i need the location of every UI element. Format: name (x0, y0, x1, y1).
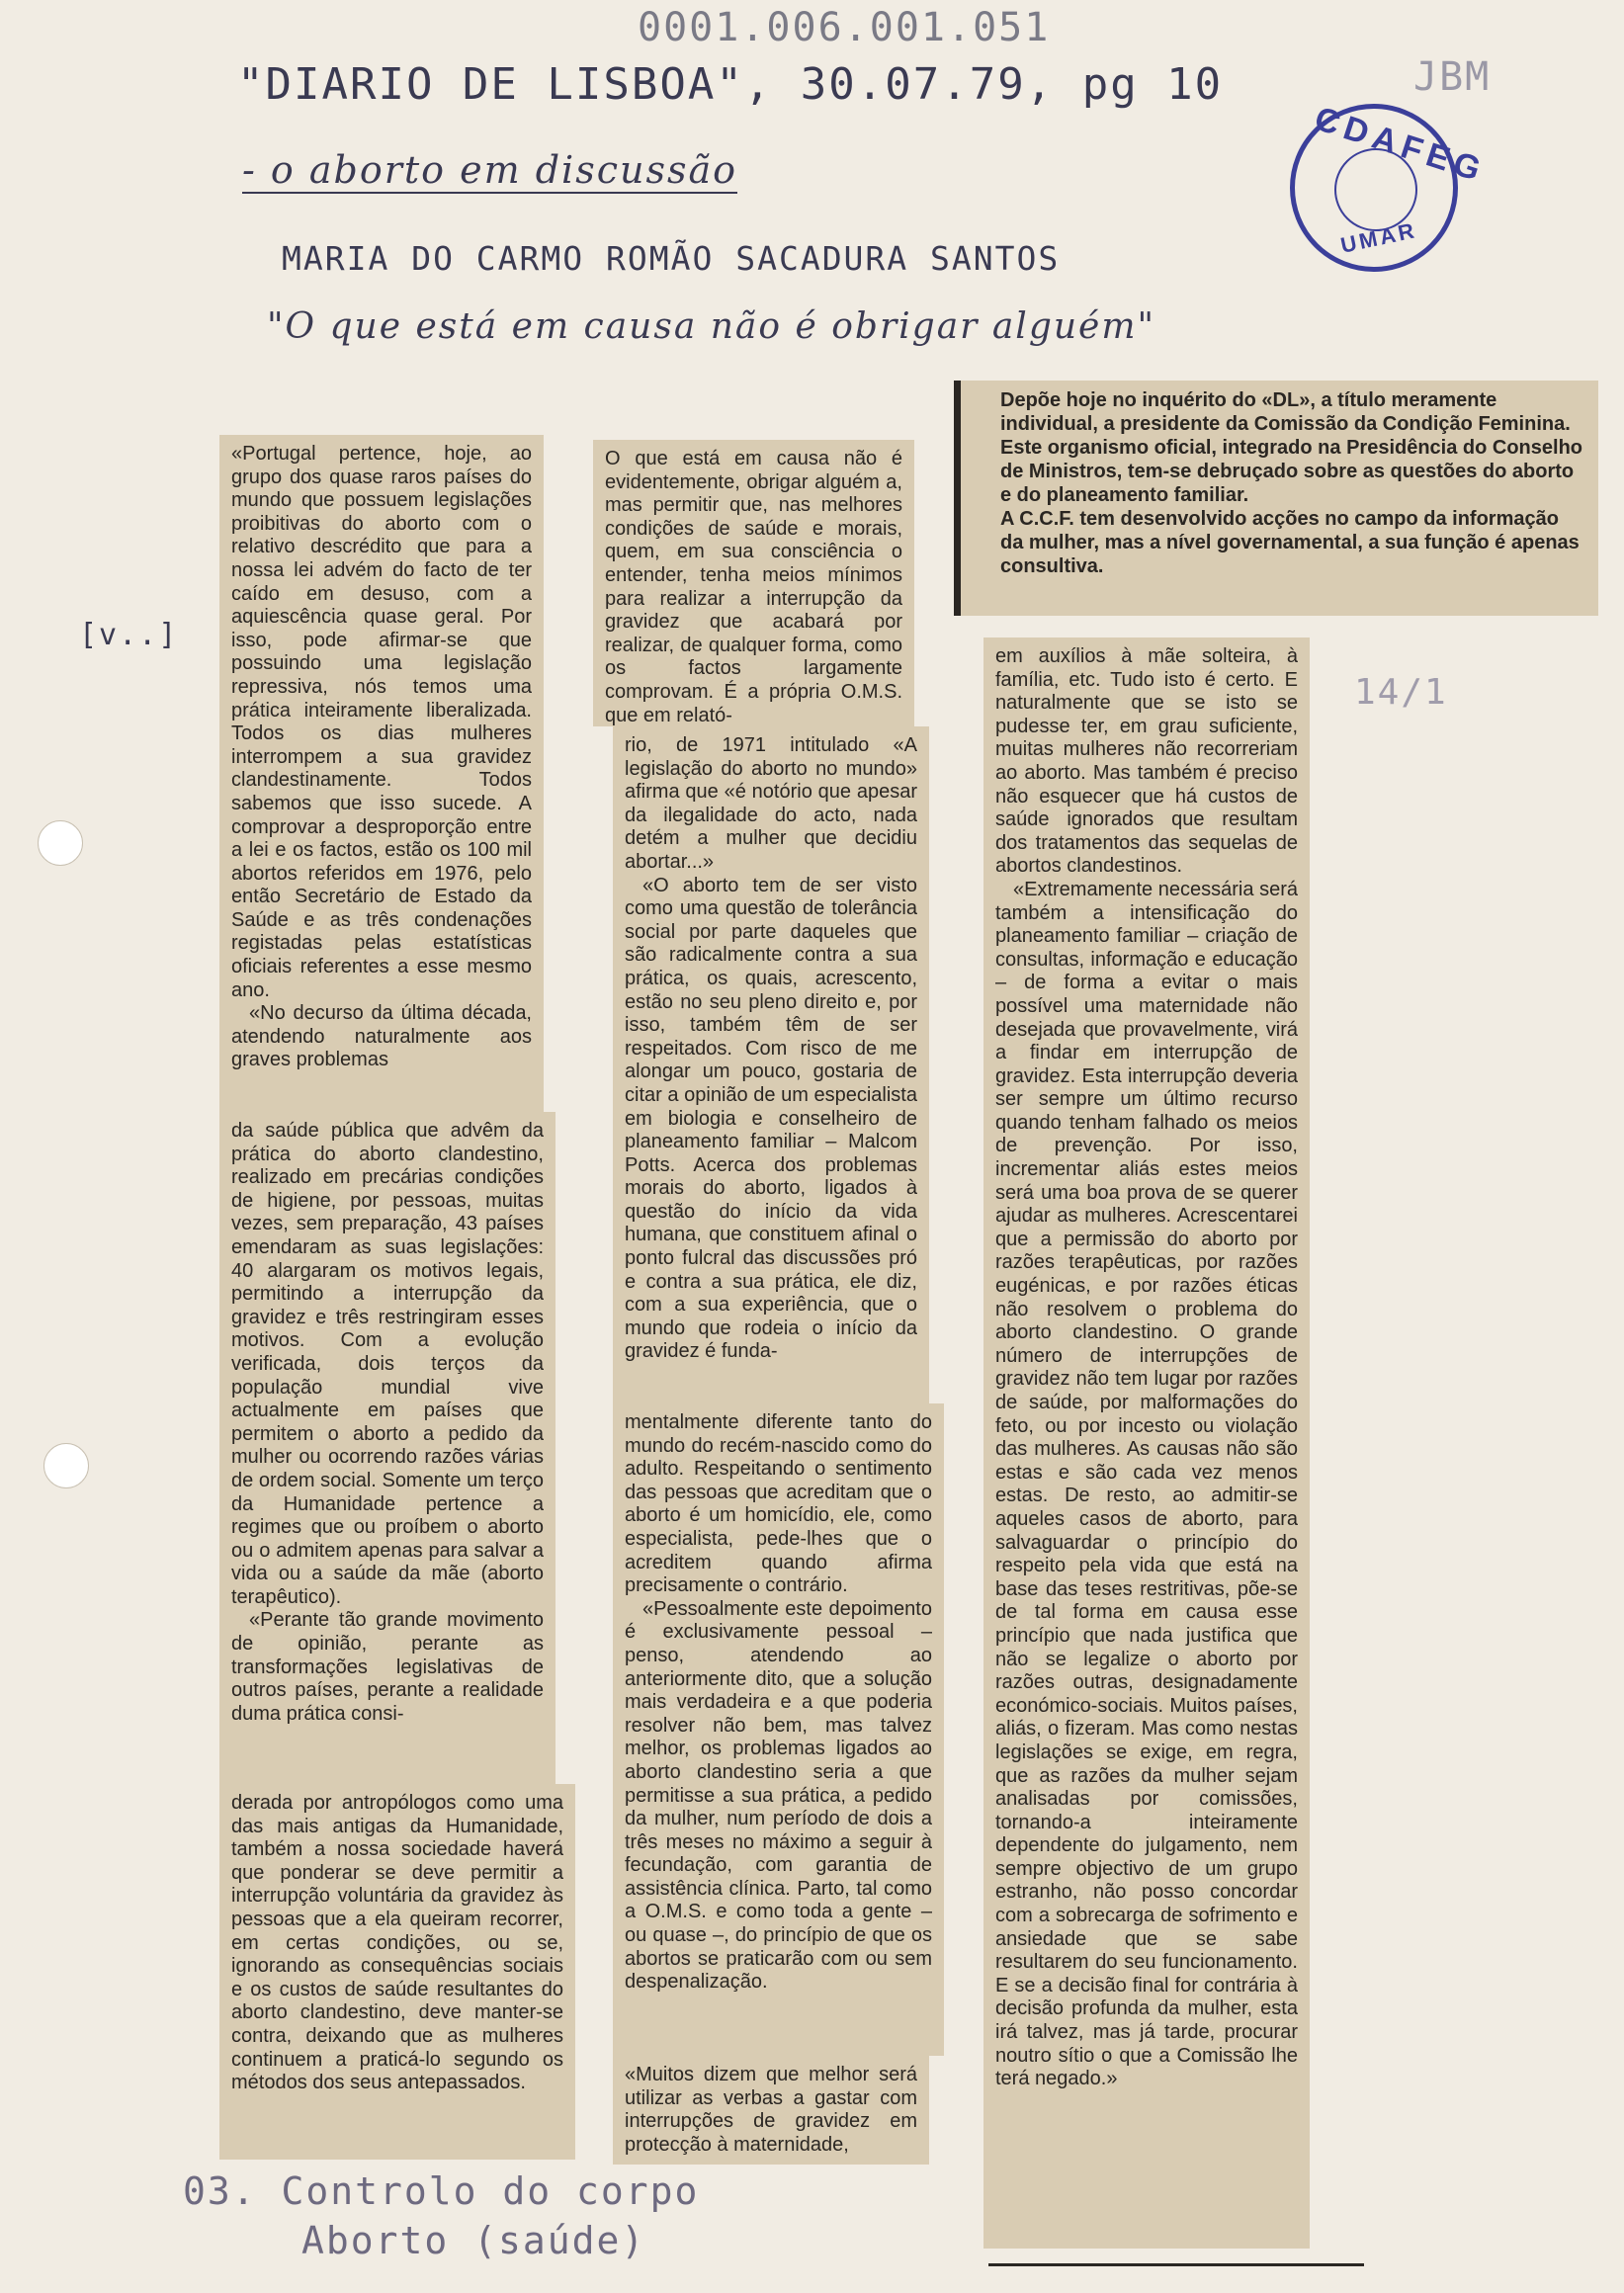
paragraph: «Pessoalmente este depoimento é exclusivamente pessoal – penso, atendendo ao anteriormente dito, que a solução mais verdadeira e a que poderia resolver não bem, mas talvez melhor, os problemas ligados ao aborto clandestino seria a que permitisse a sua prática, a pedido da mulher, num período de dois a três meses no máximo a seguir à fecundação, com garantia de assistência clínica. Parto, tal como a O.M.S. e como toda a gente – ou quase –, do princípio de que os abortos se praticarão com ou sem despenalização. (625, 1597, 932, 1994)
mid-mark: 14/1 (1354, 672, 1448, 713)
bottom-rule (988, 2263, 1364, 2266)
margin-mark: [v..] (79, 618, 179, 652)
author-note: MARIA DO CARMO ROMÃO SACADURA SANTOS (282, 239, 1061, 278)
column-2-part-4 (613, 2056, 929, 2165)
paragraph: «O aborto tem de ser visto como uma questão de tolerância social por parte daqueles que são radicalmente contra a sua prática, os quais, acrescento, estão no seu pleno direito e, por isso, também têm de ser respeitados. Com risco de me alongar um pouco, gostaria de citar a opinião de um especialista em biologia e conselheiro de planeamento familiar – Malcom Potts. Acerca dos problemas morais do aborto, ligados à questão do início da vida humana, que constituem afinal o ponto fulcral das discussões pró e contra a sua prática, ele diz, com a sua experiência, que o mundo que rodeia o início da gravidez é funda- (625, 874, 917, 1363)
initials: JBM (1413, 54, 1492, 100)
footer-note-1: 03. Controlo do corpo (183, 2169, 700, 2213)
column-1-part-2 (219, 1112, 556, 1784)
punch-hole-bottom (43, 1443, 89, 1488)
lead-paragraph: A C.C.F. tem desenvolvido acções no campo da informação da mulher, mas a nível governamental, a sua função é apenas consultiva. (1000, 508, 1580, 577)
footer-note-2: Aborto (saúde) (301, 2219, 646, 2262)
paragraph: derada por antropólogos como uma das mais antigas da Humanidade, também a nossa sociedade haverá que ponderar se deve permitir a interrupção voluntária da gravidez às pessoas que a ela queiram recorrer, em certas condições, ou se, ignorando as consequências sociais e os custos de saúde resultantes do aborto clandestino, deve manter-se contra, deixando que as mulheres continuem a praticá-lo segundo os métodos dos seus antepassados. (231, 1792, 563, 2094)
paragraph: em auxílios à mãe solteira, à família, etc. Tudo isto é certo. E naturalmente que se isto se pudesse ter, em grau suficiente, muitas mulheres não recorreriam ao aborto. Mas também é preciso não esquecer que há custos de saúde ignorados que resultam dos tratamentos das sequelas de abortos clandestinos. (995, 645, 1298, 878)
article-lead (954, 381, 1598, 616)
paragraph: rio, de 1971 intitulado «A legislação do aborto no mundo» afirma que «é notório que apesar da ilegalidade do acto, nada detém a mulher que decidiu abortar...» (625, 734, 917, 873)
section-note: - o aborto em discussão (242, 148, 737, 192)
lead-paragraph: Depõe hoje no inquérito do «DL», a título meramente individual, a presidente da Comissão da Condição Feminina. (1000, 389, 1571, 435)
paragraph: O que está em causa não é evidentemente, obrigar alguém a, mas permitir que, nas melhores condições de saúde e morais, quem, em sua consciência o entender, tenha meios mínimos para realizar a interrupção da gravidez que acabará por realizar, de qualquer forma, como os factos largamente comprovam. É a própria O.M.S. que em relató- (605, 448, 902, 726)
umar-stamp (1290, 99, 1491, 272)
paragraph: mentalmente diferente tanto do mundo do recém-nascido como do adulto. Respeitando o sentimento das pessoas que acreditam que o aborto é um homicídio, ele, como especialista, pede-lhes que o acreditem quando afirma precisamente o contrário. (625, 1411, 932, 1597)
paragraph: «No decurso da última década, atendendo naturalmente aos graves problemas (231, 1002, 532, 1071)
reference-code: 0001.006.001.051 (638, 5, 1051, 50)
stamp-top-text: CDAFEG (1310, 99, 1491, 191)
column-2-part-1 (593, 440, 914, 726)
punch-hole-top (38, 820, 83, 866)
paragraph: «Portugal pertence, hoje, ao grupo dos quase raros países do mundo que possuem legislações proibitivas do aborto com o relativo descrédito que para a nossa lei advém do facto de ter caído em desuso, com a aquiescência quase geral. Por isso, pode afirmar-se que possuindo uma legislação repressiva, nós temos uma prática inteiramente liberalizada. Todos os dias mulheres interrompem a sua gravidez clandestinamente. Todos sabemos que isso sucede. A comprovar a desproporção entre a lei e os factos, estão os 100 mil abortos referidos em 1976, pelo então Secretário de Estado da Saúde e as três condenações registadas pelas estatísticas oficiais referentes a esse mesmo ano. (231, 443, 532, 1001)
paragraph: da saúde pública que advêm da prática do aborto clandestino, realizado em precárias condições de higiene, por pessoas, muitas vezes, sem preparação, 43 países emendaram as suas legislações: 40 alargaram os motivos legais, permitindo a interrupção da gravidez e três restringiram esses motivos. Com a evolução verificada, dois terços da população mundial vive actualmente em países que permitem o aborto a pedido da mulher ou ocorrendo razões várias de ordem social. Somente um terço da Humanidade pertence a regimes que ou proíbem o aborto ou o admitem apenas para salvar a vida ou a saúde da mãe (aborto terapêutico). (231, 1120, 544, 1608)
source-note: "DIARIO DE LISBOA", 30.07.79, pg 10 (237, 59, 1224, 110)
headline-quote: "O que está em causa não é obrigar alguém" (267, 306, 1156, 347)
column-2-part-3 (613, 1403, 944, 2056)
column-2-part-2 (613, 726, 929, 1403)
paragraph: «Muitos dizem que melhor será utilizar as verbas a gastar com interrupções de gravidez em protecção à maternidade, (625, 2064, 917, 2156)
paragraph: «Extremamente necessária será também a intensificação do planeamento familiar – criação de consultas, informação e educação – de forma a evitar o mais possível uma maternidade não desejada que provavelmente, virá a findar em interrupção de gravidez. Esta interrupção deveria ser sempre um último recurso quando tenham falhado os meios de prevenção. Por isso, incrementar aliás estes meios será uma boa prova de se querer ajudar as mulheres. Acrescentarei que a permissão do aborto por razões terapêuticas, por razões eugénicas, e por razões éticas não resolvem o problema do aborto clandestino. O grande número de interrupções de gravidez não tem lugar por razões de saúde, por malformações do feto, ou por incesto ou violação das mulheres. As causas não são estas e são cada vez menos estas. De resto, ao admitir-se aqueles casos de aborto, para salvaguardar o princípio do respeito pela vida que está na base das teses restritivas, põe-se de tal forma em causa esse princípio que nada justifica que não se legalize o aborto por razões outras, designadamente económico-sociais. Muitos países, aliás, o fizeram. Mas como nestas legislações se exige, em regra, que as razões da mulher sejam analisadas por comissões, tornando-a inteiramente dependente do julgamento, nem sempre objectivo de um grupo estranho, não posso concordar com a sobrecarga de sofrimento e ansiedade que se sabe resultarem do seu funcionamento. E se a decisão final for contrária à decisão profunda da mulher, esta irá talvez, mas já tarde, procurar noutro sítio o que a Comissão lhe terá negado.» (995, 878, 1298, 2090)
stamp-bottom-text: UMAR (1338, 217, 1419, 258)
paragraph: «Perante tão grande movimento de opinião, perante as transformações legislativas de outros países, perante a realidade duma prática consi- (231, 1609, 544, 1725)
column-3 (983, 637, 1310, 2249)
lead-paragraph: Este organismo oficial, integrado na Presidência do Conselho de Ministros, tem-se debruçado sobre as questões do aborto e do planeamento familiar. (1000, 437, 1583, 506)
column-1-part-3 (219, 1784, 575, 2160)
column-1-part-1 (219, 435, 544, 1112)
